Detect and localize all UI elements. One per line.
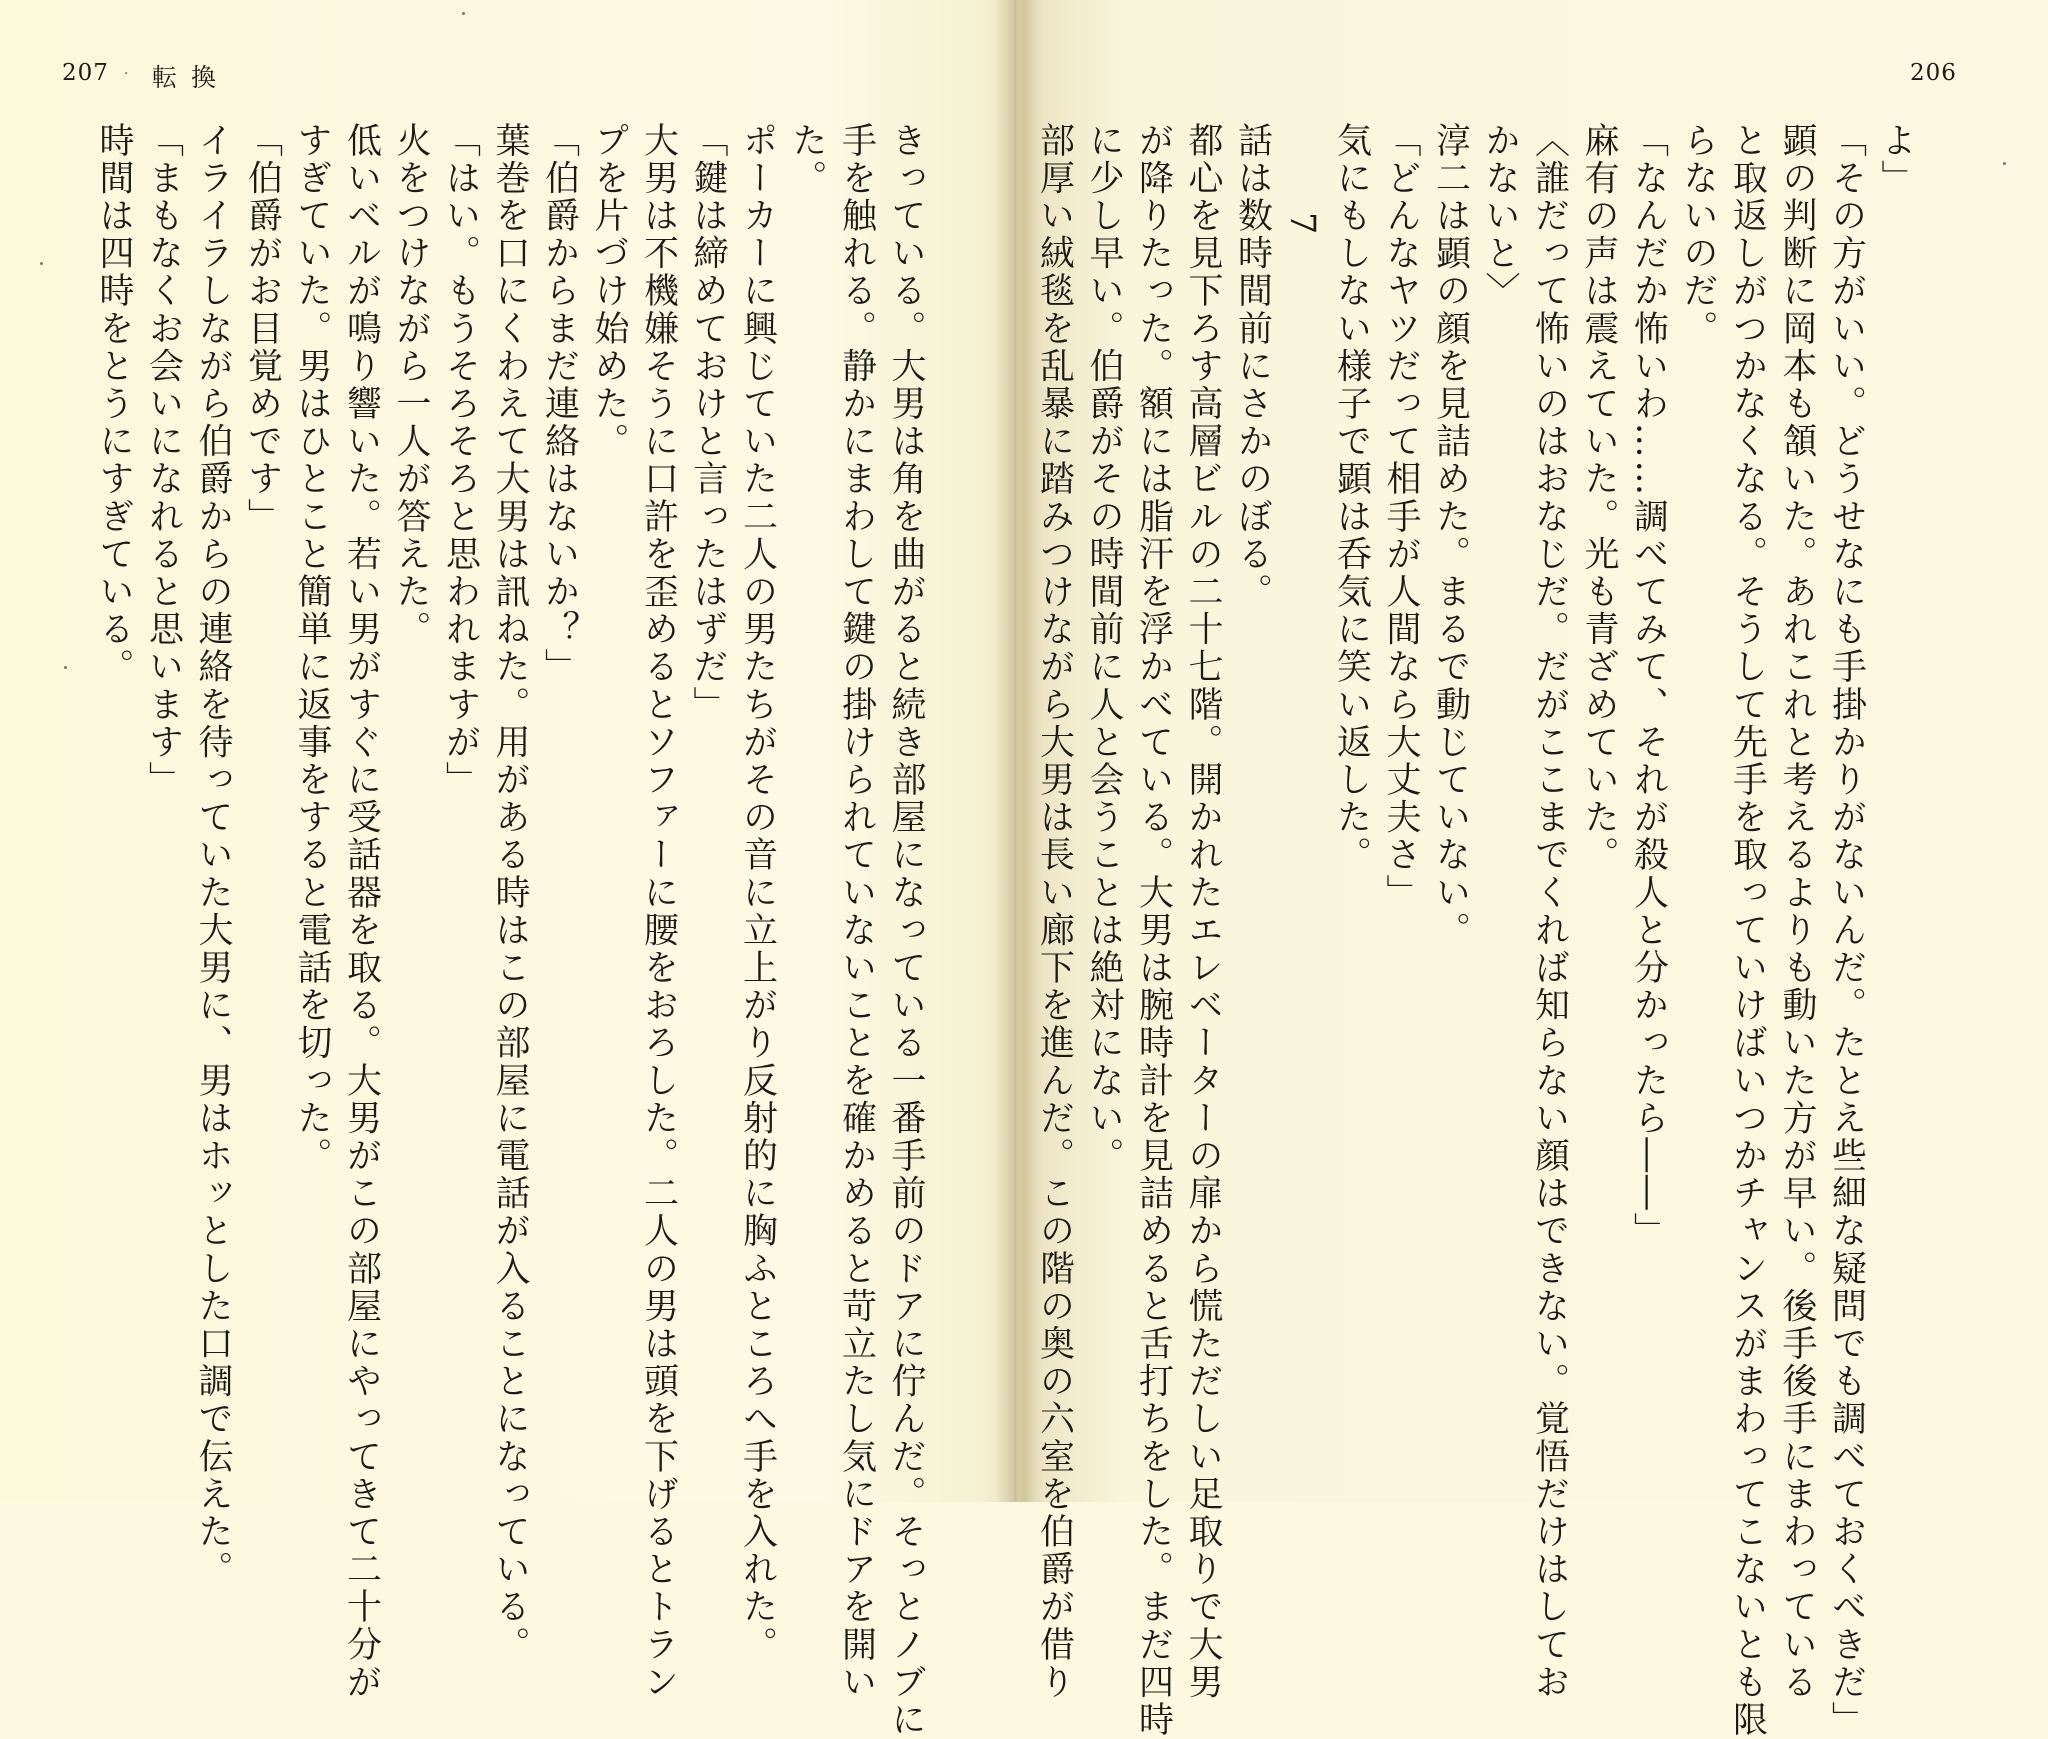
running-head-title: 転換 (152, 63, 231, 92)
text-line: 「伯爵からまだ連絡はないか？」 (539, 122, 580, 686)
text-line: よ」 (1876, 122, 1916, 198)
left-page-number: 207 (62, 60, 109, 86)
text-line: 手を触れる。静かにまわして鍵の掛けられていないことを確かめると苛立たし気にドアを開い (836, 122, 877, 1702)
text-line: 「伯爵がお目覚めです」 (242, 122, 283, 536)
text-line: 顕の判断に岡本も頷いた。あれこれと考えるよりも動いた方が早い。後手後手にまわっている (1777, 122, 1817, 1702)
text-line: 都心を見下ろす高層ビルの二十七階。開かれたエレベーターの扉から慌ただしい足取りで大男 (1183, 122, 1223, 1702)
text-line: 「その方がいい。どうせなにも手掛かりがないんだ。たとえ些細な疑問でも調べておくべきだ」 (1826, 122, 1867, 1739)
text-line: 大男は不機嫌そうに口許を歪めるとソファーに腰をおろした。二人の男は頭を下げるとトラン (638, 122, 679, 1702)
section-number: 7 (1282, 212, 1322, 237)
text-line: 低いベルが鳴り響いた。若い男がすぐに受話器を取る。大男がこの部屋にやってきて二十分が (341, 122, 382, 1702)
text-line: プを片づけ始めた。 (589, 122, 629, 461)
text-line: 火をつけながら一人が答えた。 (391, 122, 431, 649)
text-line: 「どんなヤツだって相手が人間なら大丈夫さ」 (1381, 122, 1421, 912)
text-line: きっている。大男は角を曲がると続き部屋になっている一番手前のドアに佇んだ。そっとノブに (886, 122, 926, 1739)
text-line: 〈誰だって怖いのはおなじだ。だがここまでくれば知らない顔はできない。覚悟だけはしてお (1529, 122, 1570, 1702)
text-line: すぎていた。男はひとこと簡単に返事をすると電話を切った。 (292, 122, 332, 1175)
left-page-text (94, 122, 930, 1739)
left-page (0, 0, 1010, 1739)
text-line: 「はい。もうそろそろと思われますが」 (440, 122, 481, 799)
right-page (1010, 0, 2048, 1739)
text-line: 淳二は顕の顔を見詰めた。まるで動じていない。 (1430, 122, 1471, 950)
right-page-number: 206 (1910, 60, 1957, 86)
paper-speck (64, 666, 67, 669)
paper-speck (2003, 162, 2006, 165)
text-line: に少し早い。伯爵がその時間前に人と会うことは絶対にない。 (1084, 122, 1124, 1175)
text-line: イライラしながら伯爵からの連絡を待っていた大男に、男はホッとした口調で伝えた。 (193, 122, 233, 1589)
text-line: 部厚い絨毯を乱暴に踏みつけながら大男は長い廊下を進んだ。この階の奥の六室を伯爵が借り (1034, 122, 1075, 1702)
text-line: ポーカーに興じていた二人の男たちがその音に立上がり反射的に胸ふところへ手を入れた。 (737, 122, 778, 1664)
text-line: 葉巻を口にくわえて大男は訊ねた。用がある時はこの部屋に電話が入ることになっている。 (490, 122, 530, 1664)
right-page-text (1034, 122, 1920, 1739)
text-line: 「鍵は締めておけと言ったはずだ」 (688, 122, 728, 724)
text-line: 「なんだか怖いわ……調べてみて、それが殺人と分かったら――」 (1628, 122, 1669, 1250)
paper-speck (462, 12, 465, 15)
paper-speck (40, 262, 43, 265)
text-line: た。 (787, 122, 827, 198)
text-line: と取返しがつかなくなる。そうして先手を取っていけばいつかチャンスがまわってこないとも限 (1727, 122, 1768, 1739)
text-line: 気にもしない様子で顕は呑気に笑い返した。 (1331, 122, 1372, 874)
text-line: かないと〉 (1480, 122, 1520, 310)
text-line: が降りたった。額には脂汗を浮かべている。大男は腕時計を見詰めると舌打ちをした。まだ四時 (1133, 122, 1174, 1739)
text-line: 「まもなくお会いになれると思います」 (143, 122, 184, 799)
text-line: 麻有の声は震えていた。光も青ざめていた。 (1579, 122, 1619, 874)
running-head-dot: · (124, 66, 129, 82)
text-line: 話は数時間前にさかのぼる。 (1232, 122, 1273, 611)
text-line: らないのだ。 (1678, 122, 1718, 348)
text-line: 時間は四時をとうにすぎている。 (94, 122, 134, 686)
